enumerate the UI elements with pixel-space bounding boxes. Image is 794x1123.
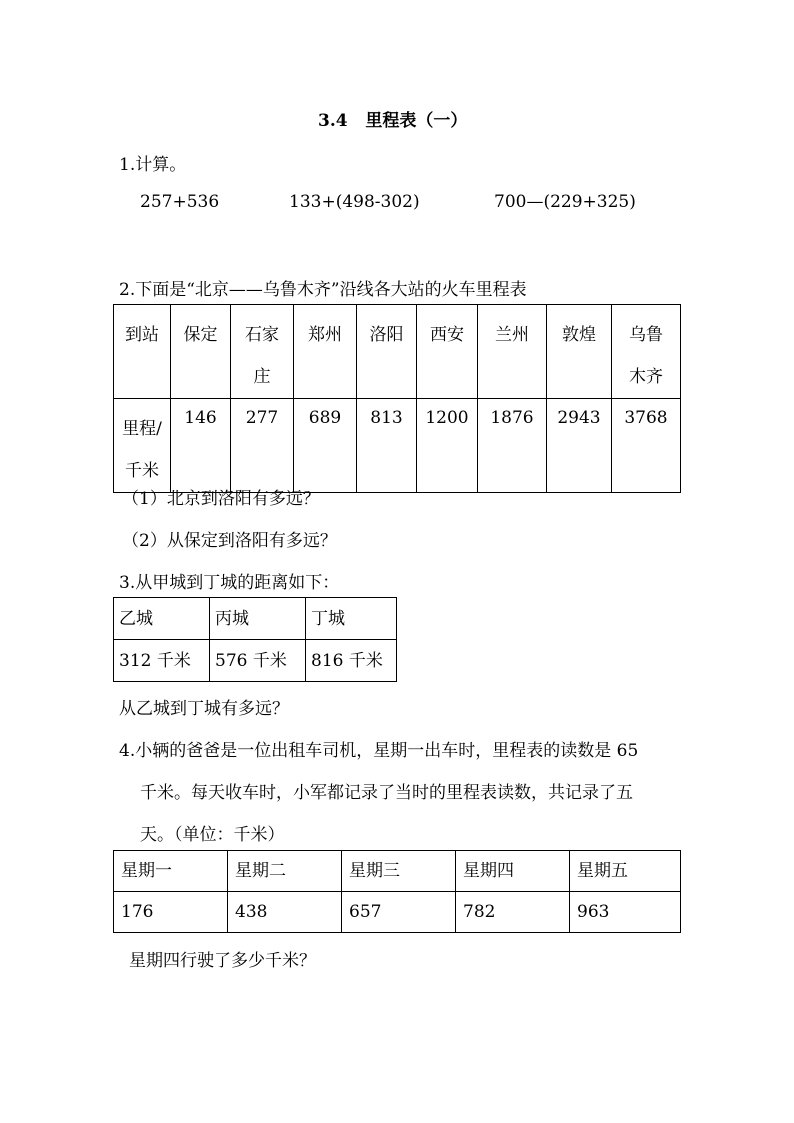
cell-text-line: 星期二 <box>235 861 286 881</box>
row-label-lines <box>114 399 170 492</box>
expression-3: 700—(229+325) <box>494 192 636 212</box>
header-label-cell <box>114 305 171 399</box>
reading-cell <box>456 892 570 933</box>
row-label-cell <box>114 399 171 493</box>
odometer-table <box>113 850 681 933</box>
cell-text-line: 816 千米 <box>311 651 383 671</box>
station-cell <box>357 305 417 399</box>
cell-text-line: 郑州 <box>308 325 342 345</box>
reading-cell <box>570 892 681 933</box>
city-cell <box>210 598 306 640</box>
cell-text-line: 176 <box>121 902 154 922</box>
distance-line <box>231 399 293 428</box>
reading-value <box>114 892 227 922</box>
cell-text-line: 146 <box>184 408 217 428</box>
cities-row <box>114 598 397 640</box>
reading-cell <box>228 892 342 933</box>
city-label <box>210 598 305 629</box>
cell-text-line: 星期三 <box>349 861 400 881</box>
cell-text-line: 保定 <box>183 325 218 345</box>
distance-line <box>478 399 546 428</box>
distance-cell <box>231 399 294 493</box>
expression-1: 257+536 <box>140 192 220 212</box>
stations-row <box>114 305 681 399</box>
city-cell <box>114 598 210 640</box>
question-4-line-2: 千米。每天收车时，小军都记录了当时的里程表读数，共记录了五 <box>140 783 633 803</box>
station-cell <box>547 305 612 399</box>
header-label-lines <box>114 305 170 356</box>
city-distances-row <box>114 640 397 682</box>
city-distance-cell <box>306 640 397 682</box>
distance-cell <box>612 399 681 493</box>
station-cell <box>294 305 357 399</box>
cell-text-line: 石家 <box>245 325 279 345</box>
day-cell <box>570 851 681 892</box>
cell-text-line: 1200 <box>425 408 469 428</box>
cell-text-line: 312 千米 <box>119 651 191 671</box>
day-label <box>456 851 569 881</box>
cell-text-line: 657 <box>349 902 382 922</box>
distance-line <box>294 399 356 428</box>
question-3-label: 3.从甲城到丁城的距离如下： <box>119 573 340 593</box>
station-lines <box>478 305 546 356</box>
question-2-sub-2: （2）从保定到洛阳有多远？ <box>122 531 337 551</box>
cell-text-line: 到站 <box>125 325 159 345</box>
cell-text-line: 277 <box>245 408 279 428</box>
distance-line <box>357 399 416 428</box>
distance-line <box>547 399 611 428</box>
cell-text-line: 1876 <box>490 408 534 428</box>
station-cell <box>417 305 478 399</box>
distance-line <box>417 399 477 428</box>
question-1-label: 1.计算。 <box>119 155 187 175</box>
mileage-table <box>113 304 681 493</box>
city-label <box>114 598 209 629</box>
day-cell <box>456 851 570 892</box>
station-lines <box>417 305 477 356</box>
distance-cell <box>294 399 357 493</box>
cell-text-line: 星期四 <box>463 861 514 881</box>
question-4-line-3: 天。（单位：千米） <box>140 825 285 845</box>
station-cell <box>478 305 547 399</box>
page-title: 3.4 里程表（一） <box>318 111 468 131</box>
reading-cell <box>114 892 228 933</box>
cell-text-line: 千米 <box>125 461 159 481</box>
day-label <box>342 851 455 881</box>
city-distance <box>210 640 305 671</box>
day-cell <box>342 851 456 892</box>
station-cell <box>171 305 231 399</box>
cell-text-line: 乌鲁 <box>629 325 663 345</box>
day-label <box>114 851 227 881</box>
city-distance <box>114 640 209 671</box>
cell-text-line: 西安 <box>430 325 464 345</box>
distances-row <box>114 399 681 493</box>
cell-text-line: 3768 <box>624 408 668 428</box>
cell-text-line: 庄 <box>253 367 271 387</box>
cell-text-line: 洛阳 <box>369 325 404 345</box>
station-lines <box>294 305 356 356</box>
reading-value <box>570 892 680 922</box>
cell-text-line: 敦煌 <box>562 325 596 345</box>
cell-text-line: 782 <box>463 902 496 922</box>
question-4-line-1: 4.小辆的爸爸是一位出租车司机，星期一出车时，里程表的读数是 65 <box>119 741 639 761</box>
station-lines <box>357 305 416 356</box>
city-distance <box>306 640 396 671</box>
reading-value <box>342 892 455 922</box>
distance-cell <box>478 399 547 493</box>
day-cell <box>114 851 228 892</box>
days-row <box>114 851 681 892</box>
distance-cell <box>547 399 612 493</box>
question-3-question: 从乙城到丁城有多远？ <box>119 699 289 719</box>
cell-text-line: 星期五 <box>577 861 628 881</box>
cell-text-line: 689 <box>308 408 342 428</box>
city-distance-cell <box>114 640 210 682</box>
cell-text-line: 2943 <box>557 408 601 428</box>
cell-text-line: 木齐 <box>629 367 663 387</box>
reading-cell <box>342 892 456 933</box>
reading-value <box>456 892 569 922</box>
distance-line <box>171 399 230 428</box>
cell-text-line: 丁城 <box>311 609 345 629</box>
cell-text-line: 438 <box>235 902 268 922</box>
distance-line <box>612 399 680 428</box>
city-label <box>306 598 396 629</box>
city-distance-cell <box>210 640 306 682</box>
expression-2: 133+(498-302) <box>289 192 420 212</box>
city-distance-table <box>113 597 397 682</box>
cell-text-line: 813 <box>370 408 403 428</box>
distance-cell <box>357 399 417 493</box>
reading-value <box>228 892 341 922</box>
readings-row <box>114 892 681 933</box>
station-lines <box>547 305 611 356</box>
station-lines <box>171 305 230 356</box>
cell-text-line: 963 <box>577 902 610 922</box>
distance-cell <box>171 399 231 493</box>
station-cell <box>231 305 294 399</box>
question-2-sub-1: （1）北京到洛阳有多远？ <box>122 489 320 509</box>
cell-text-line: 里程/ <box>122 419 162 439</box>
day-label <box>570 851 680 881</box>
station-cell <box>612 305 681 399</box>
question-4-question: 星期四行驶了多少千米？ <box>129 951 316 971</box>
distance-cell <box>417 399 478 493</box>
cell-text-line: 576 千米 <box>215 651 287 671</box>
station-lines <box>231 305 293 398</box>
cell-text-line: 兰州 <box>495 325 529 345</box>
day-label <box>228 851 341 881</box>
question-2-label: 2.下面是“北京——乌鲁木齐”沿线各大站的火车里程表 <box>119 280 527 300</box>
cell-text-line: 星期一 <box>121 861 172 881</box>
cell-text-line: 乙城 <box>119 609 153 629</box>
station-lines <box>612 305 680 398</box>
day-cell <box>228 851 342 892</box>
city-cell <box>306 598 397 640</box>
cell-text-line: 丙城 <box>215 609 249 629</box>
